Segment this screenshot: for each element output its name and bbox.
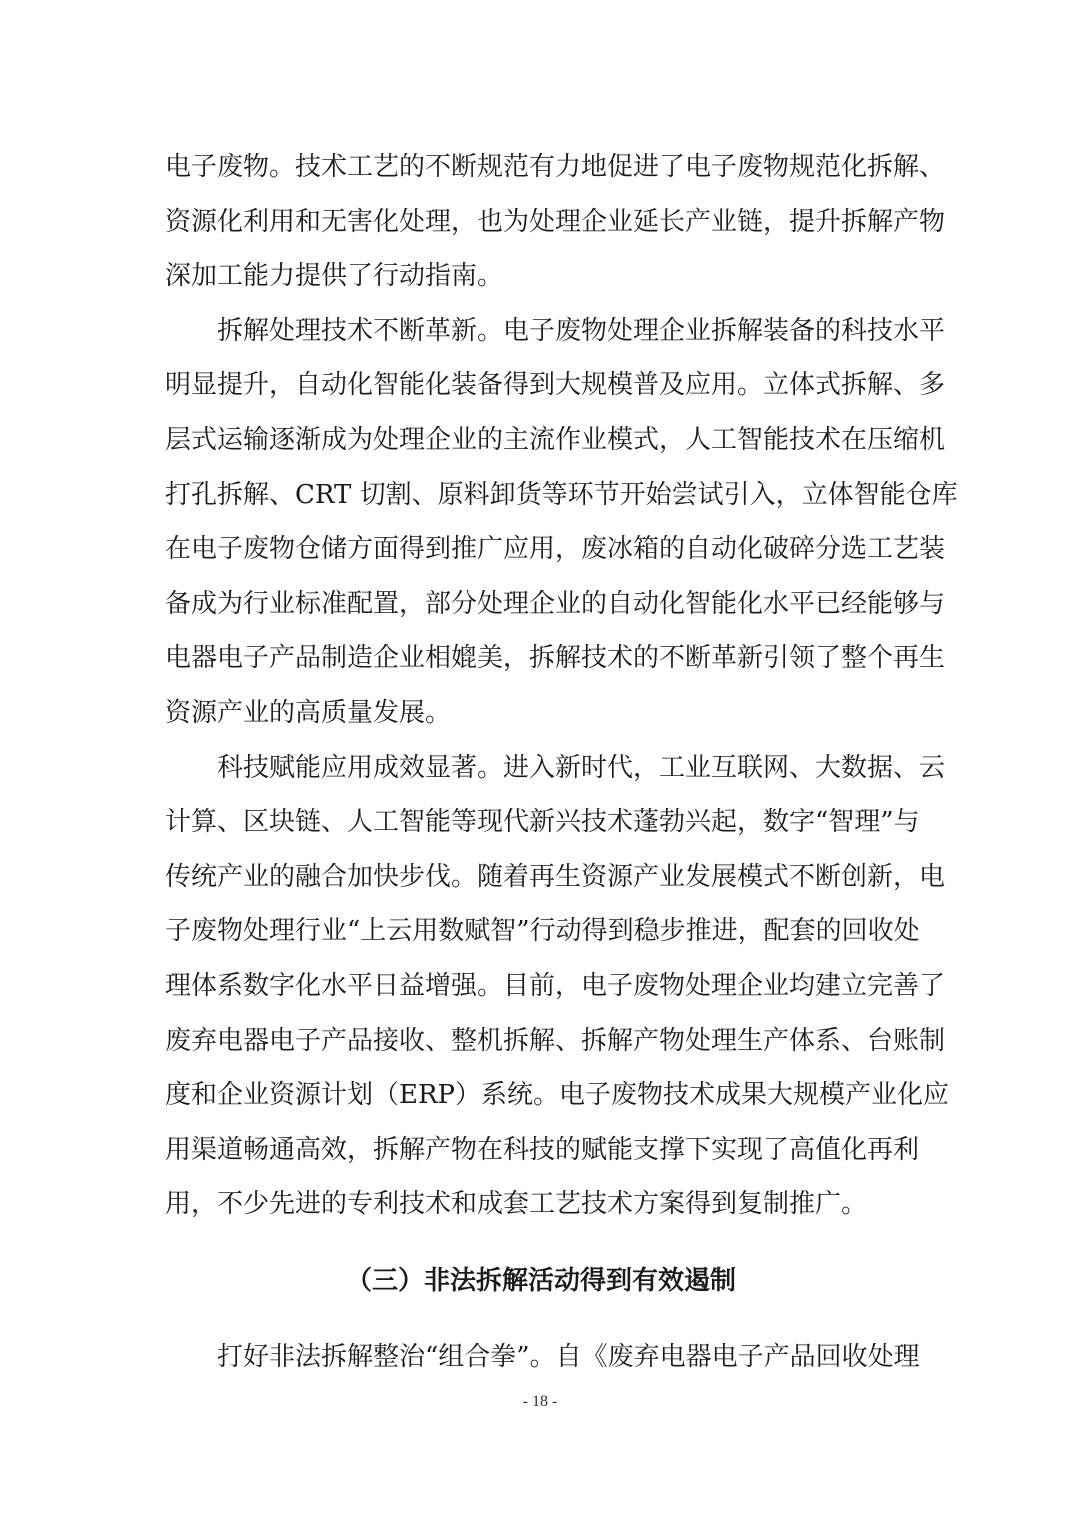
paragraph-line: 电子废物。技术工艺的不断规范有力地促进了电子废物规范化拆解、 xyxy=(165,152,946,182)
paragraph-line: 深加工能力提供了行动指南。 xyxy=(165,261,504,292)
paragraph-1 xyxy=(165,140,946,304)
paragraph-line: 拆解处理技术不断革新。电子废物处理企业拆解装备的科技水平 xyxy=(217,315,946,346)
paragraph-line: 科技赋能应用成效显著。进入新时代，工业互联网、大数据、云 xyxy=(217,752,946,783)
paragraph-line: 用，不少先进的专利技术和成套工艺技术方案得到复制推广。 xyxy=(165,1189,868,1220)
paragraph-line: 明显提升，自动化智能化装备得到大规模普及应用。立体式拆解、多 xyxy=(165,370,946,401)
paragraph-line: 在电子废物仓储方面得到推广应用，废冰箱的自动化破碎分选工艺装 xyxy=(165,534,946,565)
paragraph-3 xyxy=(165,741,950,1232)
section-heading: （三）非法拆解活动得到有效遏制 xyxy=(345,1265,736,1296)
paragraph-4 xyxy=(165,1330,920,1385)
paragraph-line: 子废物处理行业“上云用数赋智”行动得到稳步推进，配套的回收处 xyxy=(165,916,920,947)
body-text xyxy=(165,140,958,1385)
paragraph-2 xyxy=(165,304,958,741)
paragraph-line: 计算、区块链、人工智能等现代新兴技术蓬勃兴起，数字“智理”与 xyxy=(165,807,920,838)
paragraph-line: 理体系数字化水平日益增强。目前，电子废物处理企业均建立完善了 xyxy=(165,970,946,1001)
page-number: - 18 - xyxy=(522,1393,558,1410)
paragraph-line: 打好非法拆解整治“组合拳”。自《废弃电器电子产品回收处理 xyxy=(217,1342,920,1373)
paragraph-line: 备成为行业标准配置，部分处理企业的自动化智能化水平已经能够与 xyxy=(165,588,946,619)
paragraph-line: 度和企业资源计划（ERP）系统。电子废物技术成果大规模产业化应 xyxy=(165,1080,950,1111)
paragraph-line: 传统产业的融合加快步伐。随着再生资源产业发展模式不断创新，电 xyxy=(165,861,946,892)
paragraph-line: 废弃电器电子产品接收、整机拆解、拆解产物处理生产体系、台账制 xyxy=(165,1025,946,1056)
paragraph-line: 打孔拆解、CRT 切割、原料卸货等环节开始尝试引入，立体智能仓库 xyxy=(165,479,958,510)
paragraph-line: 层式运输逐渐成为处理企业的主流作业模式，人工智能技术在压缩机 xyxy=(165,424,946,455)
paragraph-line: 用渠道畅通高效，拆解产物在科技的赋能支撑下实现了高值化再利 xyxy=(165,1134,920,1165)
paragraph-line: 资源产业的高质量发展。 xyxy=(165,697,452,728)
paragraph-line: 资源化利用和无害化处理，也为处理企业延长产业链，提升拆解产物 xyxy=(165,206,946,237)
paragraph-line: 电器电子产品制造企业相媲美，拆解技术的不断革新引领了整个再生 xyxy=(165,643,946,674)
